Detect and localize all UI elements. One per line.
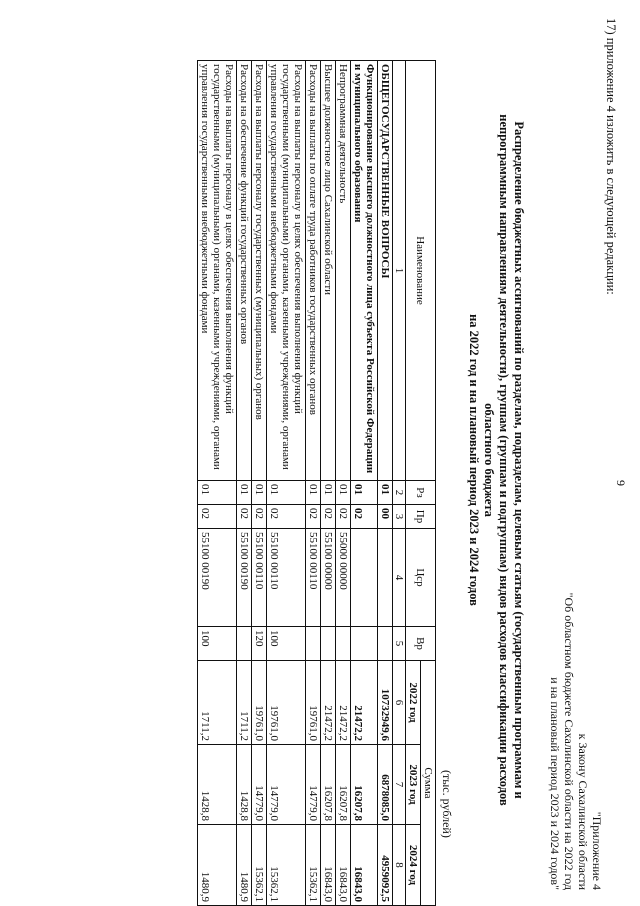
approval-block bbox=[548, 560, 604, 890]
title-line: на 2022 год и на плановый период 2023 и 2024 годов bbox=[467, 314, 481, 606]
cell-y2024: 1480,9 bbox=[237, 825, 252, 906]
page-number: 9 bbox=[614, 480, 628, 486]
cell-csr: 55100 00190 bbox=[198, 529, 237, 627]
intro-text: 17) приложение 4 изложить в следующей редакции: bbox=[604, 18, 618, 295]
index-cell: 5 bbox=[393, 627, 406, 661]
cell-rz: 01 bbox=[252, 481, 267, 505]
table-row bbox=[267, 61, 306, 906]
cell-rz: 01 bbox=[378, 481, 393, 505]
header-2022: 2022 год bbox=[406, 661, 421, 745]
cell-y2022: 10732949,6 bbox=[378, 661, 393, 745]
header-pr: Пр bbox=[406, 505, 436, 529]
header-2023: 2023 год bbox=[406, 745, 421, 825]
cell-vr bbox=[306, 627, 321, 661]
cell-pr: 02 bbox=[306, 505, 321, 529]
cell-name: Расходы на выплаты по оплате труда работников государственных органов bbox=[306, 61, 321, 481]
index-cell: 8 bbox=[393, 825, 406, 906]
cell-name: Расходы на выплаты персоналу в целях обеспечения выполнения функций государственными (муниципальными) органами, казенными учреждениями, органами управления государственными внебюджетными фондами bbox=[198, 61, 237, 481]
cell-y2024: 15362,1 bbox=[306, 825, 321, 906]
cell-rz: 01 bbox=[267, 481, 306, 505]
table-row bbox=[378, 61, 393, 906]
index-cell: 6 bbox=[393, 661, 406, 745]
table-row bbox=[321, 61, 336, 906]
cell-vr bbox=[336, 627, 351, 661]
cell-y2022: 1711,2 bbox=[237, 661, 252, 745]
cell-rz: 01 bbox=[237, 481, 252, 505]
budget-table bbox=[197, 60, 436, 906]
cell-y2022: 21472,2 bbox=[321, 661, 336, 745]
cell-name: Расходы на обеспечение функций государственных органов bbox=[237, 61, 252, 481]
cell-csr: 55100 00000 bbox=[321, 529, 336, 627]
units-label: (тыс. рублей) bbox=[440, 770, 454, 838]
cell-y2022: 19761,0 bbox=[267, 661, 306, 745]
header-vr: Вр bbox=[406, 627, 436, 661]
cell-name: Расходы на выплаты персоналу в целях обеспечения выполнения функций государственными (муниципальными) органами, казенными учреждениями, органами управления государственными внебюджетными фондами bbox=[267, 61, 306, 481]
table-row bbox=[198, 61, 237, 906]
title-line: непрограммным направлениям деятельности), группам (группам и подгруппам) видов расходов классификации расходов bbox=[497, 114, 511, 806]
cell-name: Высшее должностное лицо Сахалинской области bbox=[321, 61, 336, 481]
cell-pr: 02 bbox=[252, 505, 267, 529]
cell-y2023: 16207,8 bbox=[336, 745, 351, 825]
cell-csr: 55100 00110 bbox=[306, 529, 321, 627]
cell-y2023: 14779,0 bbox=[306, 745, 321, 825]
index-cell: 1 bbox=[393, 61, 406, 481]
cell-pr: 02 bbox=[237, 505, 252, 529]
cell-y2024: 1480,9 bbox=[198, 825, 237, 906]
cell-vr: 100 bbox=[267, 627, 306, 661]
cell-csr bbox=[378, 529, 393, 627]
table-row bbox=[306, 61, 321, 906]
cell-pr: 02 bbox=[267, 505, 306, 529]
cell-vr: 100 bbox=[198, 627, 237, 661]
approval-line: и на плановый период 2023 и 2024 годов" bbox=[548, 677, 562, 890]
cell-csr bbox=[351, 529, 378, 627]
cell-rz: 01 bbox=[321, 481, 336, 505]
cell-csr: 55100 00190 bbox=[237, 529, 252, 627]
cell-y2023: 16207,8 bbox=[321, 745, 336, 825]
title-line: областного бюджета bbox=[482, 403, 496, 517]
approval-line: "Об областном бюджете Сахалинской области на 2022 год bbox=[562, 592, 576, 890]
cell-y2024: 16843,0 bbox=[336, 825, 351, 906]
cell-pr: 02 bbox=[321, 505, 336, 529]
approval-line: "Приложение 4 bbox=[590, 811, 604, 890]
cell-csr: 55000 00000 bbox=[336, 529, 351, 627]
cell-rz: 01 bbox=[306, 481, 321, 505]
cell-vr bbox=[321, 627, 336, 661]
header-name: Наименование bbox=[406, 61, 436, 481]
index-cell: 7 bbox=[393, 745, 406, 825]
cell-rz: 01 bbox=[351, 481, 378, 505]
table-row bbox=[351, 61, 378, 906]
cell-csr: 55100 00110 bbox=[267, 529, 306, 627]
cell-y2024: 16843,0 bbox=[321, 825, 336, 906]
cell-y2022: 19761,0 bbox=[252, 661, 267, 745]
cell-y2023: 14779,0 bbox=[252, 745, 267, 825]
cell-pr: 02 bbox=[198, 505, 237, 529]
cell-y2022: 19761,0 bbox=[306, 661, 321, 745]
cell-pr: 02 bbox=[336, 505, 351, 529]
cell-name: Непрограммная деятельность bbox=[336, 61, 351, 481]
cell-name: Функционирование высшего должностного лица субъекта Российской Федерации и муниципального образования bbox=[351, 61, 378, 481]
table-row bbox=[252, 61, 267, 906]
index-cell: 3 bbox=[393, 505, 406, 529]
cell-y2024: 15362,1 bbox=[267, 825, 306, 906]
header-2024: 2024 год bbox=[406, 825, 421, 906]
header-sum: Сумма bbox=[421, 661, 436, 906]
cell-y2024: 4959092,5 bbox=[378, 825, 393, 906]
cell-rz: 01 bbox=[198, 481, 237, 505]
cell-y2023: 1428,8 bbox=[198, 745, 237, 825]
table-row bbox=[237, 61, 252, 906]
cell-vr bbox=[378, 627, 393, 661]
cell-csr: 55100 00110 bbox=[252, 529, 267, 627]
cell-name: ОБЩЕГОСУДАРСТВЕННЫЕ ВОПРОСЫ bbox=[378, 61, 393, 481]
cell-y2023: 16207,8 bbox=[351, 745, 378, 825]
cell-name: Расходы на выплаты персоналу государственных (муниципальных) органов bbox=[252, 61, 267, 481]
header-rz: Рз bbox=[406, 481, 436, 505]
cell-vr bbox=[237, 627, 252, 661]
cell-y2023: 14779,0 bbox=[267, 745, 306, 825]
cell-y2022: 21472,2 bbox=[336, 661, 351, 745]
index-cell: 2 bbox=[393, 481, 406, 505]
index-row bbox=[393, 61, 406, 906]
cell-vr: 120 bbox=[252, 627, 267, 661]
cell-y2024: 15362,1 bbox=[252, 825, 267, 906]
cell-y2022: 1711,2 bbox=[198, 661, 237, 745]
cell-y2024: 16843,0 bbox=[351, 825, 378, 906]
title-line: Распределение бюджетных ассигнований по разделам, подразделам, целевым статьям (государственным программам и bbox=[512, 121, 526, 799]
table-body bbox=[198, 61, 406, 906]
cell-y2023: 6878085,0 bbox=[378, 745, 393, 825]
cell-y2022: 21472,2 bbox=[351, 661, 378, 745]
approval-line: к Закону Сахалинской области bbox=[576, 733, 590, 890]
index-cell: 4 bbox=[393, 529, 406, 627]
cell-y2023: 1428,8 bbox=[237, 745, 252, 825]
table-row bbox=[336, 61, 351, 906]
cell-pr: 02 bbox=[351, 505, 378, 529]
cell-rz: 01 bbox=[336, 481, 351, 505]
cell-pr: 00 bbox=[378, 505, 393, 529]
cell-vr bbox=[351, 627, 378, 661]
header-csr: Цср bbox=[406, 529, 436, 627]
document-title bbox=[466, 60, 526, 860]
